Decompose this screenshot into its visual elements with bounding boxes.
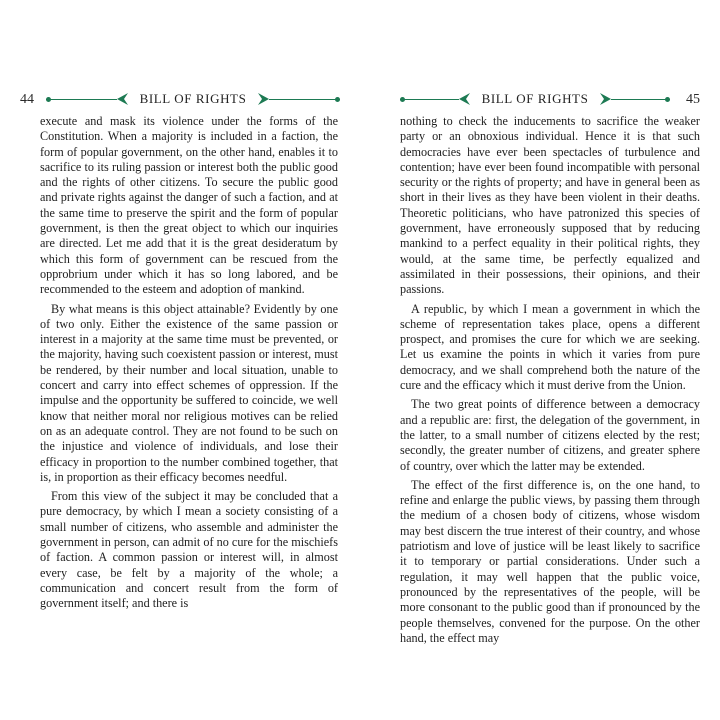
paragraph: From this view of the subject it may be concluded that a pure democracy, by which I mean a society consisting of a small number of citizens, who assemble and administer the government in person, can admit of no cure for the mischiefs of faction. A common passion or interest will, in almost every case, be felt by a majority of the whole; a communication and concert result from the form of government itself; and there is	[40, 489, 338, 611]
arrow-left-ornament-icon	[117, 93, 128, 105]
paragraph: A republic, by which I mean a government in which the scheme of representation takes place, opens a different prospect, and promises the cure for which we are seeking. Let us examine the points in which it varies from pure democracy, and we shall comprehend both the nature of the cure and the efficacy which it must derive from the Union.	[400, 301, 700, 393]
ornament-rule-left	[400, 99, 459, 100]
paragraph: The effect of the first difference is, on the one hand, to refine and enlarge the public views, by passing them through the medium of a chosen body of citizens, whose wisdom may best discern the true interest of their country, and whose patriotism and love of justice will be least likely to sacrifice it to temporary or partial considerations. Under such a regulation, it may well happen that the public voice, pronounced by the representatives of the people, will be more consonant to the public good than if pronounced by the people themselves, convened for the purpose. On the other hand, the effect may	[400, 477, 700, 645]
running-head-title: BILL OF RIGHTS	[481, 91, 589, 106]
right-page	[400, 0, 700, 720]
arrow-right-ornament-icon	[258, 93, 269, 105]
arrow-left-ornament-icon	[459, 93, 470, 105]
page-body	[400, 114, 700, 650]
paragraph: The two great points of difference between a democracy and a republic are: first, the delegation of the government, in the latter, to a small number of citizens elected by the rest; secondly, the greater number of citizens, and greater sphere of country, over which the latter may be extended.	[400, 397, 700, 473]
paragraph: nothing to check the inducements to sacrifice the weaker party or an obnoxious individual. Hence it is that such democracies have ever been spectacles of turbulence and contention; have ever been found incompatible with personal security or the rights of property; and have in general been as short in their lives as they have been violent in their deaths. Theoretic politicians, who have patronized this species of government, have erroneously supposed that by reducing mankind to a perfect equality in their political rights, they would, at the same time, be perfectly equalized and assimilated in their possessions, their opinions, and their passions.	[400, 114, 700, 297]
ornament-rule-right	[611, 99, 670, 100]
page-number: 45	[686, 92, 700, 107]
running-head	[46, 90, 340, 108]
running-head	[400, 90, 670, 108]
left-page	[20, 0, 338, 720]
arrow-right-ornament-icon	[600, 93, 611, 105]
paragraph: execute and mask its violence under the forms of the Constitution. When a majority is included in a faction, the form of popular government, on the other hand, enables it to sacrifice to its ruling passion or interest both the public good and the rights of other citizens. To secure the public good and private rights against the danger of such a faction, and at the same time to preserve the spirit and the form of popular government, is then the great object to which our inquiries are directed. Let me add that it is the great desideratum by which this form of government can be rescued from the opprobrium under which it has so long labored, and be recommended to the esteem and adoption of mankind.	[40, 114, 338, 297]
running-head-title: BILL OF RIGHTS	[139, 91, 247, 106]
page-number: 44	[20, 92, 34, 107]
paragraph: By what means is this object attainable? Evidently by one of two only. Either the existence of the same passion or interest in a majority at the same time must be prevented, or the majority, having such coexistent passion or interest, must be rendered, by their number and local situation, unable to concert and carry into effect schemes of oppression. If the impulse and the opportunity be suffered to coincide, we well know that neither moral nor religious motives can be relied on as an adequate control. They are not found to be such on the injustice and violence of individuals, and lose their efficacy in proportion to the number combined together, that is, in proportion as their efficacy becomes needful.	[40, 301, 338, 484]
ornament-rule-right	[269, 99, 340, 100]
ornament-rule-left	[46, 99, 117, 100]
page-body	[40, 114, 338, 616]
